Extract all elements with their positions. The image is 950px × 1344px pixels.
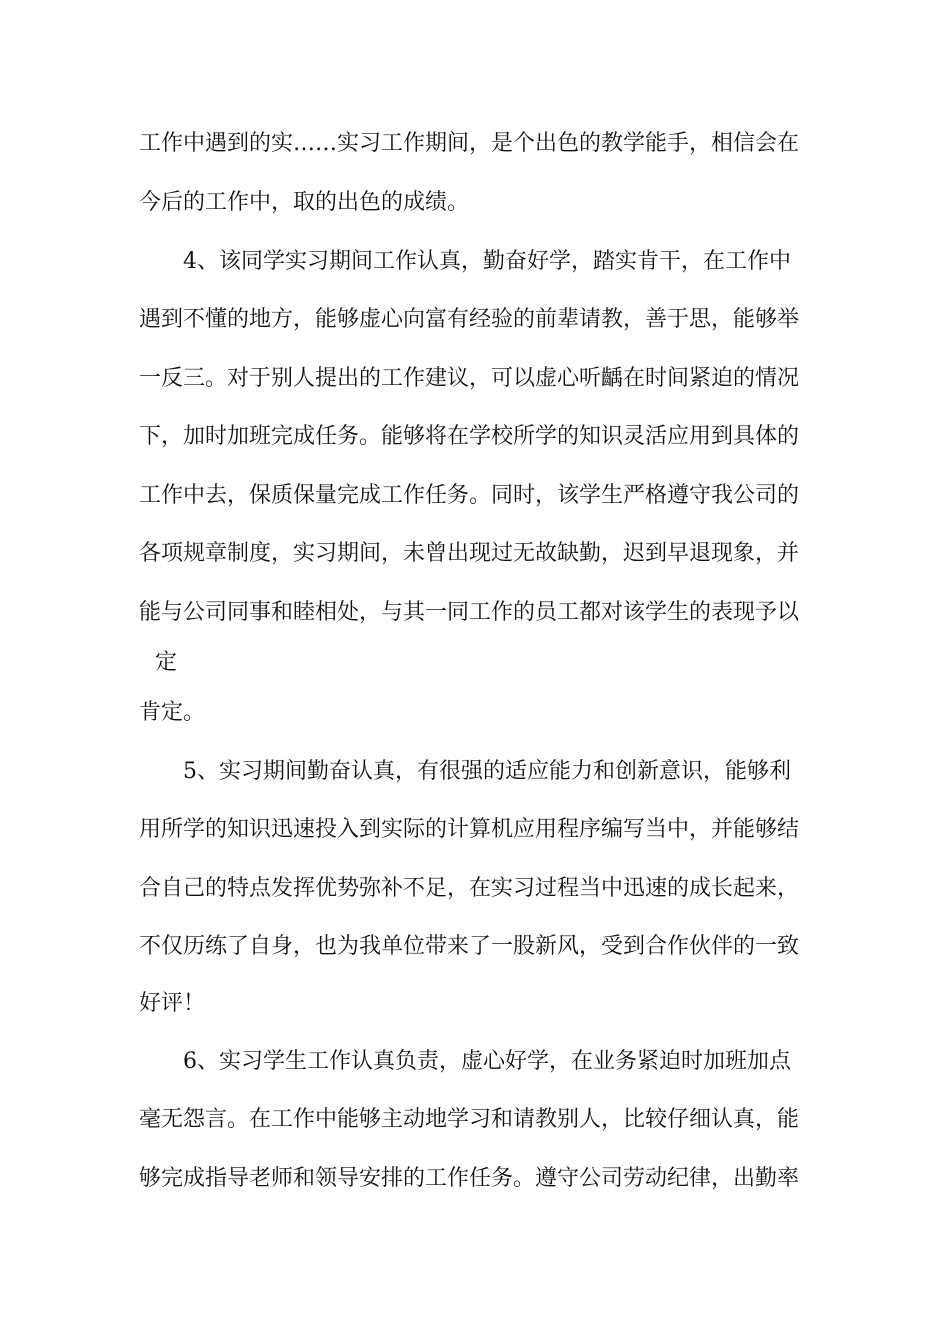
text-line: 一反三。对于别人提出的工作建议，可以虚心听齲在时间紧迫的情况 — [139, 366, 800, 391]
paragraph-4-start: 4、该同学实习期间工作认真，勤奋好学，踏实肯干，在工作中 — [183, 249, 791, 274]
paragraph-6-start: 6、实习学生工作认真负责，虚心好学，在业务紧迫时加班加点 — [183, 1049, 791, 1074]
text-line: 能与公司同事和睦相处，与其一同工作的员工都对该学生的表现予以 — [139, 600, 800, 625]
text-line: 下，加时加班完成任务。能够将在学校所学的知识灵活应用到具体的 — [139, 424, 800, 449]
text-line: 够完成指导老师和领导安排的工作任务。遵守公司劳动纪律，出勤率 — [139, 1166, 800, 1191]
text-line: 合自己的特点发挥优势弥补不足，在实习过程当中迅速的成长起来， — [139, 876, 800, 901]
clipped-text-fragment — [155, 650, 215, 675]
text-line: 各项规章制度，实习期间，未曾出现过无故缺勤，迟到早退现象，并 — [139, 541, 800, 566]
text-line: 今后的工作中，取的出色的成绩。 — [139, 190, 470, 215]
text-line: 好评！ — [139, 991, 206, 1016]
text-line: 不仅历练了自身，也为我单位带来了一股新风，受到合作伙伴的一致 — [139, 934, 800, 959]
text-line: 工作中遇到的实……实习工作期间，是个出色的教学能手，相信会在 — [139, 131, 800, 156]
paragraph-5-start: 5、实习期间勤奋认真，有很强的适应能力和创新意识，能够利 — [183, 759, 791, 784]
text-line: 肯定。 — [139, 700, 206, 725]
text-line: 毫无怨言。在工作中能够主动地学习和请教别人，比较仔细认真，能 — [139, 1107, 800, 1132]
text-line: 遇到不懂的地方，能够虚心向富有经验的前辈请教，善于思，能够举 — [139, 307, 800, 332]
text-line: 工作中去，保质保量完成工作任务。同时，该学生严格遵守我公司的 — [139, 483, 800, 508]
clipped-glyph: 定 — [155, 650, 178, 675]
text-line: 用所学的知识迅速投入到实际的计算机应用程序编写当中，并能够结 — [139, 817, 800, 842]
